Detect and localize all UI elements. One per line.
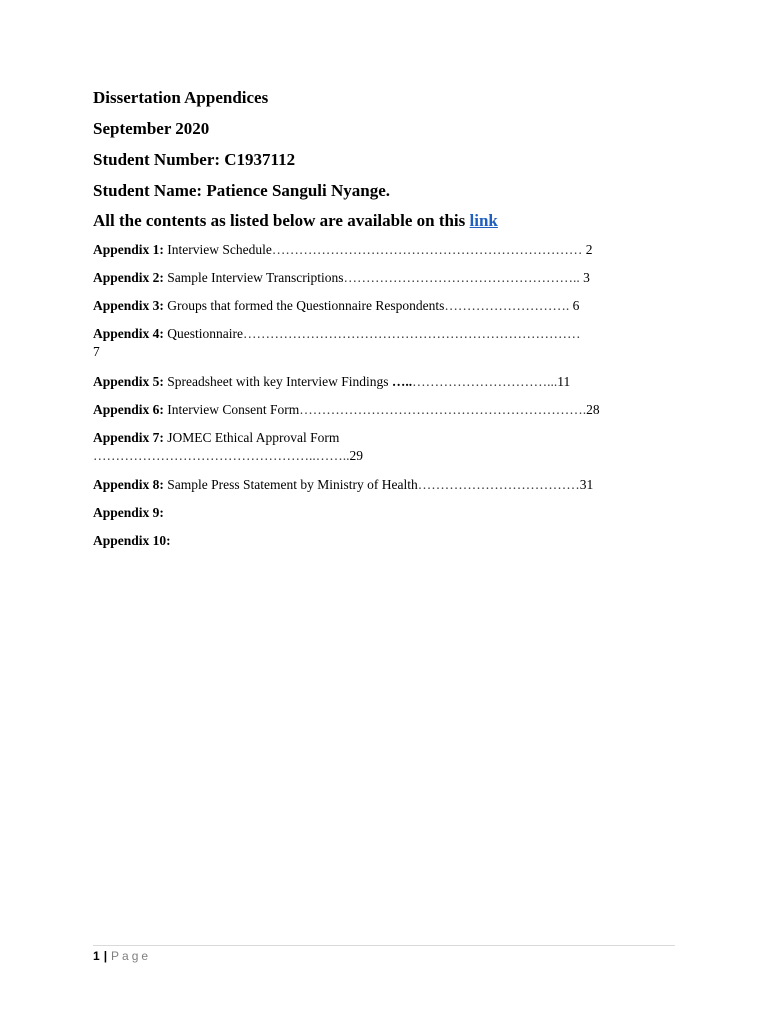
toc-leader: ……………………………… — [417, 477, 580, 492]
student-name: Student Name: Patience Sanguli Nyange. — [93, 181, 391, 200]
toc-page: 29 — [349, 448, 363, 463]
toc-leader: …………………………………………..…….. — [93, 448, 350, 463]
footer-divider — [93, 945, 675, 946]
toc-entry-appendix-4 — [93, 325, 675, 361]
toc-page: 3 — [579, 270, 590, 285]
toc-page: 11 — [557, 374, 571, 389]
contents-link[interactable]: link — [469, 211, 498, 230]
toc-leader: ………………………………………………………………… — [243, 326, 581, 341]
document-title: Dissertation Appendices — [93, 88, 269, 107]
toc-title: Interview Consent Form — [163, 402, 300, 417]
toc-entry-appendix-2 — [93, 269, 675, 287]
toc-label: Appendix 6: — [93, 402, 164, 417]
toc-title: JOMEC Ethical Approval Form — [163, 430, 340, 445]
toc-label: Appendix 9: — [93, 505, 164, 520]
document-date: September 2020 — [93, 119, 210, 138]
toc-entry-appendix-6 — [93, 401, 675, 419]
toc-label: Appendix 8: — [93, 477, 164, 492]
toc-label: Appendix 7: — [93, 430, 164, 445]
toc-page: 6 — [569, 298, 580, 313]
toc-entry-appendix-7 — [93, 429, 675, 465]
toc-entry-appendix-3 — [93, 297, 675, 315]
toc-label: Appendix 10: — [93, 533, 171, 548]
toc-title: Sample Press Statement by Ministry of Health — [163, 477, 418, 492]
toc-title: Questionnaire — [163, 326, 244, 341]
contents-note — [93, 211, 498, 231]
toc-leader: …………………………………………………………… — [271, 242, 583, 257]
toc-label: Appendix 5: — [93, 374, 164, 389]
toc-leader: ………………………………………………………. — [299, 402, 587, 417]
toc-entry-appendix-9 — [93, 504, 675, 522]
toc-title: Sample Interview Transcriptions — [163, 270, 344, 285]
toc-leader: …………………………………………….. — [343, 270, 580, 285]
toc-entry-appendix-5 — [93, 373, 675, 391]
toc-leader-bold: ….. — [388, 374, 413, 389]
toc-label: Appendix 3: — [93, 298, 164, 313]
toc-leader: …………………………... — [412, 374, 558, 389]
footer-page-label: Page — [111, 949, 152, 963]
toc-leader: ………………………. — [444, 298, 570, 313]
toc-label: Appendix 2: — [93, 270, 164, 285]
toc-page: 28 — [586, 402, 600, 417]
toc-page: 7 — [93, 344, 100, 359]
toc-title: Groups that formed the Questionnaire Respondents — [163, 298, 445, 313]
toc-entry-appendix-10 — [93, 532, 675, 550]
toc-page: 2 — [582, 242, 593, 257]
student-number: Student Number: C1937112 — [93, 150, 296, 169]
contents-note-text: All the contents as listed below are available on this — [93, 211, 466, 230]
toc-title: Spreadsheet with key Interview Findings — [163, 374, 389, 389]
toc-label: Appendix 4: — [93, 326, 164, 341]
toc-label: Appendix 1: — [93, 242, 164, 257]
page-footer — [93, 948, 151, 964]
footer-separator: | — [103, 949, 108, 963]
footer-page-number: 1 — [93, 949, 100, 963]
toc-page: 31 — [579, 477, 594, 492]
toc-entry-appendix-8 — [93, 476, 675, 494]
toc-title: Interview Schedule — [163, 242, 272, 257]
toc-entry-appendix-1 — [93, 241, 675, 259]
